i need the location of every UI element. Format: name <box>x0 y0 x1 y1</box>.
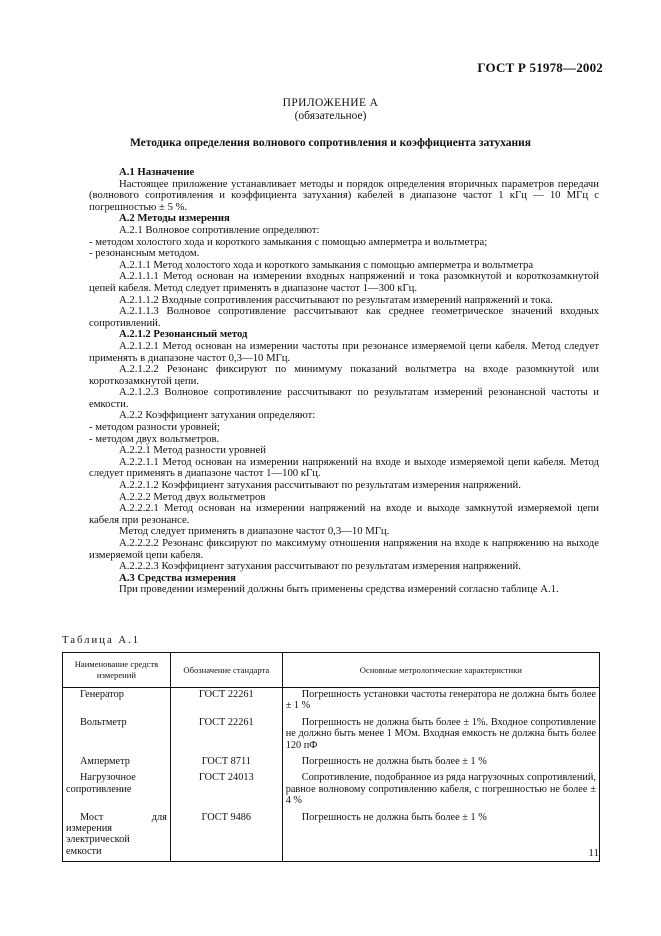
cell-characteristics: Погрешность установки частоты генератора не должна быть более ± 1 % <box>282 688 599 716</box>
appendix-status: (обязательное) <box>294 110 367 122</box>
paragraph: А.2.1.1.3 Волновое сопротивление рассчитывают как среднее геометрическое значений входных сопротивлений. <box>89 305 599 329</box>
column-header-name: Наименование средств измерений <box>63 653 171 688</box>
cell-instrument-name: Вольтметр <box>63 716 171 755</box>
paragraph: А.2.2.2 Метод двух вольтметров <box>119 490 266 503</box>
paragraph: А.2.1.1.2 Входные сопротивления рассчитывают по результатам измерений напряжений и тока. <box>119 293 553 306</box>
cell-standard: ГОСТ 22261 <box>170 716 282 755</box>
paragraph: А.2.1.2.3 Волновое сопротивление рассчитывают по результатам измерений резонансной частоты и емкости. <box>89 386 599 410</box>
paragraph: А.2.1.1.1 Метод основан на измерении входных напряжений и тока разомкнутой и короткозамкнутой цепей кабеля. Метод следует применять в диапазоне частот 1—300 кГц. <box>89 270 599 294</box>
paragraph: А.2.1.2.1 Метод основан на измерении частоты при резонансе измеряемой цепи кабеля. Метод следует применять в диапазоне частот 0,3—10 МГц. <box>89 339 599 364</box>
cell-characteristics: Погрешность не должна быть более ± 1 % <box>282 755 599 771</box>
paragraph: А.2.2 Коэффициент затухания определяют: <box>119 409 316 422</box>
cell-characteristics: Сопротивление, подобранное из ряда нагрузочных сопротивлений, равное волновому сопротивлению кабеля, с погрешностью не более ± 4 % <box>282 771 599 810</box>
paragraph: А.2.2.1.1 Метод основан на измерении напряжений на входе и выходе измеряемой цепи кабеля. Метод следует применять в диапазоне частот 1—100 кГц. <box>89 455 599 480</box>
section-heading: А.2 Методы измерения <box>119 212 230 225</box>
page-title: Методика определения волнового сопротивления и коэффициента затухания <box>129 137 532 149</box>
table-caption: Таблица А.1 <box>62 634 141 646</box>
section-heading: А.1 Назначение <box>119 166 195 178</box>
document-number: ГОСТ Р 51978—2002 <box>477 60 603 75</box>
cell-standard: ГОСТ 8711 <box>170 755 282 771</box>
paragraph: А.2.2.1.2 Коэффициент затухания рассчитывают по результатам измерения напряжений. <box>119 479 521 492</box>
column-header-standard: Обозначение стандарта <box>170 653 282 688</box>
table-row <box>63 771 600 810</box>
paragraph: Настоящее приложение устанавливает методы и порядок определения вторичных параметров передачи (волнового сопротивления и коэффициента затухания) кабелей в диапазоне частот 1 кГц — 10 МГц с погрешностью ± 5 %. <box>89 177 599 213</box>
measurement-instruments-table <box>62 652 600 862</box>
cell-standard: ГОСТ 9486 <box>170 811 282 862</box>
paragraph: А.2.2.2.2 Резонанс фиксируют по максимуму отношения напряжения на входе к напряжению на выходе измеряемой цепи кабеля. <box>89 537 599 561</box>
appendix-title: ПРИЛОЖЕНИЕ А <box>282 97 379 109</box>
cell-instrument-name: Мост для измерения электрической емкости <box>63 811 171 862</box>
cell-instrument-name: Генератор <box>63 688 171 716</box>
table-header-row <box>63 653 600 688</box>
paragraph: А.2.1 Волновое сопротивление определяют: <box>119 223 320 236</box>
page-number: 11 <box>588 847 599 859</box>
table-row <box>63 716 600 755</box>
table-row <box>63 755 600 771</box>
paragraph: При проведении измерений должны быть применены средства измерений согласно таблице А.1. <box>119 583 559 596</box>
body-text <box>89 167 599 596</box>
paragraph: А.2.2.1 Метод разности уровней <box>119 444 266 457</box>
section-heading: А.3 Средства измерения <box>119 571 236 584</box>
list-item: - методом разности уровней; <box>89 422 599 434</box>
paragraph: А.2.2.2.3 Коэффициент затухания рассчитывают по результатам измерения напряжений. <box>119 560 521 573</box>
list-item: - методом двух вольтметров. <box>89 434 599 446</box>
list-item: - резонансным методом. <box>89 248 599 260</box>
paragraph: А.2.1.2.2 Резонанс фиксируют по минимуму показаний вольтметра на входе разомкнутой или короткозамкнутой цепи. <box>89 363 599 387</box>
cell-characteristics: Погрешность не должна быть более ± 1 % <box>282 811 599 862</box>
cell-instrument-name: Амперметр <box>63 755 171 771</box>
table-row <box>63 811 600 862</box>
cell-standard: ГОСТ 22261 <box>170 688 282 716</box>
column-header-characteristics: Основные метрологические характеристики <box>282 653 599 688</box>
table-row <box>63 688 600 716</box>
cell-instrument-name: Нагрузочное сопротивление <box>63 771 171 810</box>
paragraph: А.2.1.1 Метод холостого хода и короткого замыкания с помощью амперметра и вольтметра <box>119 258 534 271</box>
cell-standard: ГОСТ 24013 <box>170 771 282 810</box>
paragraph: А.2.2.2.1 Метод основан на измерении напряжений на входе и выходе замкнутой измеряемой цепи кабеля при резонансе. <box>89 502 599 526</box>
appendix-heading <box>0 97 661 123</box>
list-item: - методом холостого хода и короткого замыкания с помощью амперметра и вольтметра; <box>89 237 599 249</box>
paragraph: Метод следует применять в диапазоне частот 0,3—10 МГц. <box>119 525 390 538</box>
section-heading: А.2.1.2 Резонансный метод <box>119 328 248 341</box>
cell-characteristics: Погрешность не должна быть более ± 1%. Входное сопротивление не должно быть менее 1 МОм. Входная емкость не должна быть более 120 пФ <box>282 716 599 755</box>
